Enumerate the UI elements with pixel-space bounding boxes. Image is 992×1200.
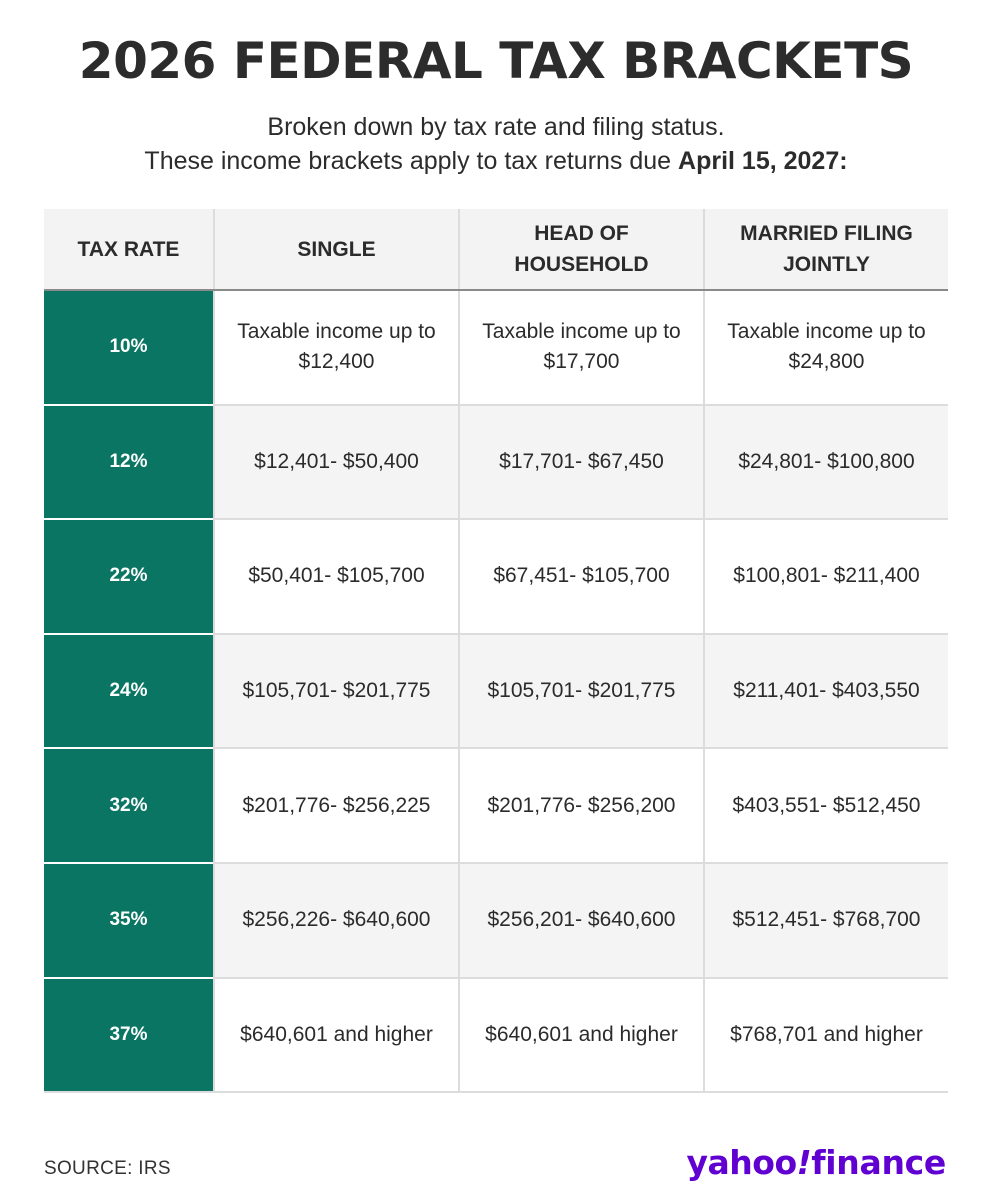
single-cell: $256,226- $640,600 <box>213 864 458 977</box>
married-jointly-cell: $24,801- $100,800 <box>703 406 948 519</box>
married-jointly-cell: $403,551- $512,450 <box>703 749 948 862</box>
table-row <box>44 979 948 1094</box>
single-cell: $640,601 and higher <box>213 979 458 1092</box>
tax-brackets-table <box>44 209 948 1093</box>
single-cell: $201,776- $256,225 <box>213 749 458 862</box>
married-jointly-cell: $100,801- $211,400 <box>703 520 948 633</box>
logo-finance: finance <box>811 1143 946 1182</box>
subtitle-line-1: Broken down by tax rate and filing status. <box>267 113 725 141</box>
married-jointly-cell: $211,401- $403,550 <box>703 635 948 748</box>
yahoo-finance-logo <box>686 1143 946 1182</box>
married-jointly-cell: $768,701 and higher <box>703 979 948 1092</box>
header-married-filing-jointly: MARRIED FILING JOINTLY <box>703 209 948 289</box>
source-note: SOURCE: IRS <box>44 1158 171 1179</box>
single-cell: Taxable income up to $12,400 <box>213 291 458 404</box>
head-of-household-cell: $256,201- $640,600 <box>458 864 703 977</box>
married-jointly-cell: $512,451- $768,700 <box>703 864 948 977</box>
due-date: April 15, 2027: <box>678 147 848 175</box>
table-row <box>44 749 948 864</box>
subtitle <box>0 110 992 178</box>
head-of-household-cell: $201,776- $256,200 <box>458 749 703 862</box>
table-row <box>44 520 948 635</box>
rate-cell: 22% <box>44 520 213 635</box>
head-of-household-cell: Taxable income up to $17,700 <box>458 291 703 404</box>
married-jointly-cell: Taxable income up to $24,800 <box>703 291 948 404</box>
rate-cell: 12% <box>44 406 213 521</box>
header-single: SINGLE <box>213 209 458 289</box>
table-row <box>44 291 948 406</box>
rate-cell: 10% <box>44 291 213 406</box>
subtitle-line-2 <box>0 144 992 178</box>
head-of-household-cell: $105,701- $201,775 <box>458 635 703 748</box>
logo-yahoo: yahoo <box>686 1143 797 1182</box>
table-header <box>44 209 948 291</box>
logo-bang: ! <box>796 1143 812 1182</box>
single-cell: $50,401- $105,700 <box>213 520 458 633</box>
subtitle-line-2-text: These income brackets apply to tax returns due <box>144 147 679 175</box>
single-cell: $105,701- $201,775 <box>213 635 458 748</box>
rate-cell: 32% <box>44 749 213 864</box>
single-cell: $12,401- $50,400 <box>213 406 458 519</box>
table-row <box>44 864 948 979</box>
rate-cell: 37% <box>44 979 213 1092</box>
header-head-of-household: HEAD OF HOUSEHOLD <box>458 209 703 289</box>
head-of-household-cell: $67,451- $105,700 <box>458 520 703 633</box>
head-of-household-cell: $17,701- $67,450 <box>458 406 703 519</box>
table-row <box>44 635 948 750</box>
table-row <box>44 406 948 521</box>
rate-cell: 35% <box>44 864 213 979</box>
page-title: 2026 FEDERAL TAX BRACKETS <box>78 32 914 90</box>
head-of-household-cell: $640,601 and higher <box>458 979 703 1092</box>
rate-cell: 24% <box>44 635 213 750</box>
header-tax-rate: TAX RATE <box>77 237 180 261</box>
